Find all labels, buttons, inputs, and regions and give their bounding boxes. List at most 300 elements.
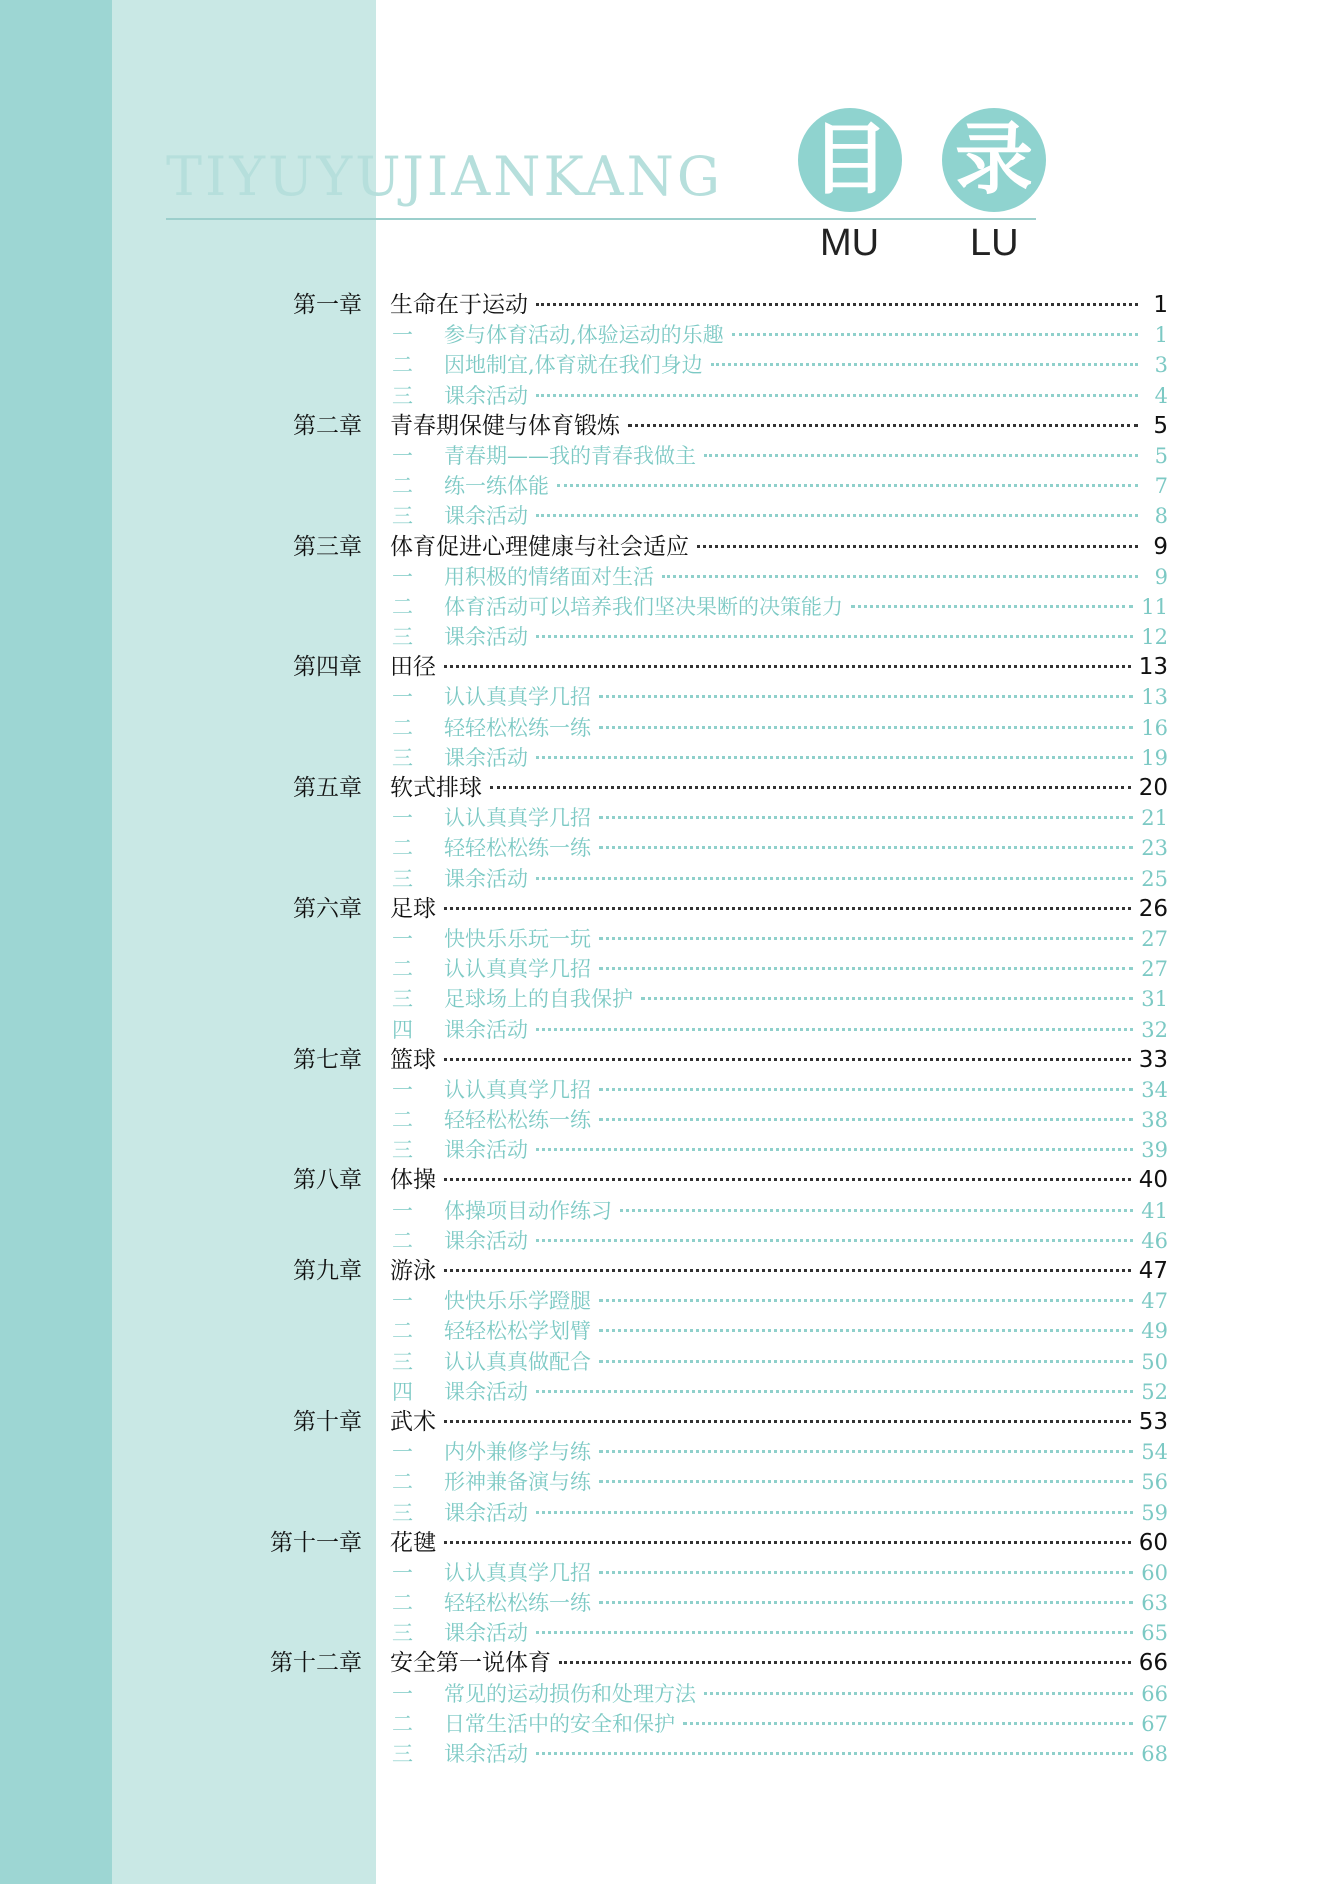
toc-entry	[392, 320, 1168, 350]
section-title: 足球场上的自我保护	[444, 987, 633, 1012]
toc-entry	[392, 1679, 1168, 1709]
toc-entry	[390, 1528, 1168, 1558]
dot-leader	[599, 1360, 1133, 1363]
page-number: 53	[1138, 1408, 1168, 1435]
toc-entry	[392, 954, 1168, 984]
toc-entry	[392, 924, 1168, 954]
toc-entry	[392, 562, 1168, 592]
toc-section-row[interactable]	[0, 803, 1332, 833]
section-title: 轻轻松松练一练	[444, 1108, 591, 1133]
section-title: 课余活动	[444, 1379, 528, 1404]
section-number: 三	[392, 866, 413, 891]
section-title: 课余活动	[444, 1500, 528, 1525]
toc-entry	[392, 864, 1168, 894]
toc-entry	[390, 1165, 1168, 1195]
page-number: 33	[1138, 1046, 1168, 1073]
toc-section-row[interactable]	[0, 320, 1332, 350]
toc-entry	[392, 592, 1168, 622]
toc-entry	[392, 833, 1168, 863]
toc-chapter-row[interactable]	[0, 652, 1332, 682]
dot-leader	[704, 1692, 1133, 1695]
page-number: 60	[1141, 1560, 1168, 1585]
dot-leader	[536, 1239, 1133, 1242]
section-title: 轻轻松松练一练	[444, 715, 591, 740]
toc-entry	[392, 1286, 1168, 1316]
section-title: 课余活动	[444, 1621, 528, 1646]
dot-leader	[536, 756, 1133, 759]
dot-leader	[536, 1631, 1133, 1634]
toc-entry	[392, 441, 1168, 471]
title-circle-lu: 录	[942, 108, 1046, 212]
dot-leader	[599, 1329, 1133, 1332]
page-number: 66	[1141, 1681, 1168, 1706]
toc-entry	[392, 1196, 1168, 1226]
section-number: 二	[392, 1319, 413, 1344]
section-number: 二	[392, 474, 413, 499]
table-of-contents	[0, 290, 1332, 1769]
dot-leader	[599, 816, 1133, 819]
toc-section-row[interactable]	[0, 1618, 1332, 1648]
title-circle-mu: 目	[798, 108, 902, 212]
toc-section-row[interactable]	[0, 381, 1332, 411]
chapter-title: 安全第一说体育	[390, 1650, 551, 1677]
section-title: 课余活动	[444, 1017, 528, 1042]
toc-section-row[interactable]	[0, 350, 1332, 380]
section-number: 一	[392, 1681, 413, 1706]
chapter-title: 篮球	[390, 1046, 436, 1073]
page-number: 25	[1141, 866, 1168, 891]
page-number: 63	[1141, 1591, 1168, 1616]
toc-entry	[392, 1105, 1168, 1135]
page-number: 54	[1141, 1440, 1168, 1465]
section-title: 常见的运动损伤和处理方法	[444, 1681, 696, 1706]
toc-chapter-row[interactable]	[0, 1648, 1332, 1678]
page-number: 31	[1141, 987, 1168, 1012]
dot-leader	[444, 1269, 1131, 1272]
page-number: 16	[1141, 715, 1168, 740]
toc-entry	[390, 1256, 1168, 1286]
toc-entry	[392, 622, 1168, 652]
section-title: 体操项目动作练习	[444, 1198, 612, 1223]
toc-entry	[390, 1648, 1168, 1678]
page-number: 21	[1141, 806, 1168, 831]
section-number: 二	[392, 594, 413, 619]
page-number: 8	[1154, 504, 1168, 529]
dot-leader	[536, 303, 1138, 306]
toc-section-row[interactable]	[0, 1226, 1332, 1256]
toc-section-row[interactable]	[0, 501, 1332, 531]
dot-leader	[536, 1028, 1133, 1031]
toc-entry	[392, 1588, 1168, 1618]
dot-leader	[444, 907, 1131, 910]
dot-leader	[536, 514, 1138, 517]
chapter-title: 软式排球	[390, 775, 482, 801]
page-number: 27	[1141, 957, 1168, 982]
toc-chapter-row[interactable]	[0, 411, 1332, 441]
toc-section-row[interactable]	[0, 713, 1332, 743]
section-title: 轻轻松松学划臂	[444, 1319, 591, 1344]
page-number: 9	[1154, 564, 1168, 589]
section-title: 形神兼备演与练	[444, 1470, 591, 1495]
page-number: 67	[1141, 1711, 1168, 1736]
section-title: 青春期——我的青春我做主	[444, 443, 696, 468]
section-number: 三	[392, 1138, 413, 1163]
chapter-title: 体育促进心理健康与社会适应	[390, 533, 689, 560]
toc-chapter-row[interactable]	[0, 1165, 1332, 1195]
toc-entry	[392, 743, 1168, 773]
section-title: 认认真真学几招	[444, 1560, 591, 1585]
page-number: 11	[1141, 594, 1168, 619]
toc-section-row[interactable]	[0, 1709, 1332, 1739]
dot-leader	[683, 1722, 1133, 1725]
section-title: 课余活动	[444, 1228, 528, 1253]
section-number: 二	[392, 1591, 413, 1616]
section-number: 一	[392, 443, 413, 468]
chapter-label: 第九章	[293, 1258, 362, 1284]
page-number: 12	[1141, 625, 1168, 650]
dot-leader	[628, 424, 1138, 427]
toc-section-row[interactable]	[0, 864, 1332, 894]
toc-section-row[interactable]	[0, 1498, 1332, 1528]
toc-entry	[392, 713, 1168, 743]
section-number: 一	[392, 323, 413, 348]
dot-leader	[641, 997, 1133, 1000]
section-number: 二	[392, 353, 413, 378]
toc-section-row[interactable]	[0, 1316, 1332, 1346]
chapter-title: 足球	[390, 895, 436, 922]
dot-leader	[711, 363, 1138, 366]
toc-entry	[390, 1045, 1168, 1075]
brand-text: TIYUYUJIANKANG	[166, 145, 723, 208]
toc-section-row[interactable]	[0, 1135, 1332, 1165]
section-title: 体育活动可以培养我们坚决果断的决策能力	[444, 594, 843, 619]
toc-section-row[interactable]	[0, 1558, 1332, 1588]
toc-chapter-row[interactable]	[0, 1407, 1332, 1437]
page-number: 68	[1141, 1742, 1168, 1766]
toc-chapter-row[interactable]	[0, 1256, 1332, 1286]
section-number: 三	[392, 625, 413, 650]
chapter-title: 花毽	[390, 1529, 436, 1556]
toc-entry	[392, 501, 1168, 531]
pinyin-mu: MU	[820, 222, 880, 264]
section-number: 二	[392, 1108, 413, 1133]
toc-section-row[interactable]	[0, 1075, 1332, 1105]
page-number: 38	[1141, 1108, 1168, 1133]
section-number: 三	[392, 1349, 413, 1374]
toc-entry	[392, 1347, 1168, 1377]
toc-section-row[interactable]	[0, 1347, 1332, 1377]
chapter-label: 第六章	[293, 895, 362, 922]
dot-leader	[599, 937, 1133, 940]
section-number: 四	[392, 1379, 413, 1404]
page-number: 19	[1141, 745, 1168, 770]
toc-section-row[interactable]	[0, 1015, 1332, 1045]
section-title: 因地制宜,体育就在我们身边	[444, 353, 703, 378]
toc-chapter-row[interactable]	[0, 1528, 1332, 1558]
dot-leader	[599, 1480, 1133, 1483]
toc-section-row[interactable]	[0, 1196, 1332, 1226]
dot-leader	[599, 1601, 1133, 1604]
page-number: 26	[1138, 895, 1168, 922]
page-number: 59	[1141, 1500, 1168, 1525]
page-number: 49	[1141, 1319, 1168, 1344]
toc-section-row[interactable]	[0, 954, 1332, 984]
dot-leader	[536, 877, 1133, 880]
section-title: 课余活动	[444, 866, 528, 891]
chapter-title: 游泳	[390, 1258, 436, 1284]
toc-section-row[interactable]	[0, 682, 1332, 712]
toc-chapter-row[interactable]	[0, 1045, 1332, 1075]
page-number: 52	[1141, 1379, 1168, 1404]
page-number: 50	[1141, 1349, 1168, 1374]
page-number: 5	[1154, 443, 1168, 468]
section-title: 练一练体能	[444, 474, 549, 499]
section-title: 课余活动	[444, 745, 528, 770]
section-number: 二	[392, 957, 413, 982]
toc-section-row[interactable]	[0, 1467, 1332, 1497]
chapter-title: 体操	[390, 1167, 436, 1194]
toc-entry	[390, 411, 1168, 441]
toc-section-row[interactable]	[0, 1437, 1332, 1467]
toc-chapter-row[interactable]	[0, 894, 1332, 924]
section-title: 课余活动	[444, 1742, 528, 1766]
chapter-title: 田径	[390, 654, 436, 681]
toc-entry	[392, 350, 1168, 380]
chapter-title: 武术	[390, 1408, 436, 1435]
page-number: 66	[1138, 1650, 1168, 1677]
dot-leader	[599, 1118, 1133, 1121]
dot-leader	[444, 1420, 1131, 1423]
toc-entry	[392, 471, 1168, 501]
toc-entry	[392, 1467, 1168, 1497]
toc-entry	[392, 803, 1168, 833]
section-number: 一	[392, 926, 413, 951]
section-title: 课余活动	[444, 383, 528, 408]
page-number: 20	[1138, 775, 1168, 801]
chapter-label: 第二章	[293, 412, 362, 439]
dot-leader	[444, 1178, 1131, 1181]
dot-leader	[599, 967, 1133, 970]
dot-leader	[444, 1058, 1131, 1061]
section-title: 内外兼修学与练	[444, 1440, 591, 1465]
chapter-label: 第十章	[293, 1408, 362, 1435]
toc-section-row[interactable]	[0, 562, 1332, 592]
toc-section-row[interactable]	[0, 833, 1332, 863]
chapter-label: 第四章	[293, 654, 362, 681]
page-number: 60	[1138, 1529, 1168, 1556]
chapter-label: 第十二章	[270, 1650, 362, 1677]
section-title: 快快乐乐玩一玩	[444, 926, 591, 951]
toc-chapter-row[interactable]	[0, 290, 1332, 320]
toc-section-row[interactable]	[0, 471, 1332, 501]
section-number: 二	[392, 1470, 413, 1495]
chapter-title: 青春期保健与体育锻炼	[390, 412, 620, 439]
page-number: 34	[1141, 1077, 1168, 1102]
toc-section-row[interactable]	[0, 1588, 1332, 1618]
toc-entry	[390, 894, 1168, 924]
toc-entry	[392, 1226, 1168, 1256]
toc-entry	[392, 1498, 1168, 1528]
toc-section-row[interactable]	[0, 1105, 1332, 1135]
section-number: 一	[392, 1289, 413, 1314]
dot-leader	[599, 695, 1133, 698]
section-number: 三	[392, 1621, 413, 1646]
dot-leader	[851, 605, 1133, 608]
chapter-label: 第五章	[293, 775, 362, 801]
page-number: 47	[1141, 1289, 1168, 1314]
dot-leader	[444, 665, 1131, 668]
section-number: 一	[392, 564, 413, 589]
section-number: 一	[392, 1560, 413, 1585]
toc-section-row[interactable]	[0, 1286, 1332, 1316]
section-title: 日常生活中的安全和保护	[444, 1711, 675, 1736]
chapter-label: 第三章	[293, 533, 362, 560]
page-number: 56	[1141, 1470, 1168, 1495]
section-number: 四	[392, 1017, 413, 1042]
section-title: 认认真真学几招	[444, 806, 591, 831]
section-title: 认认真真学几招	[444, 685, 591, 710]
dot-leader	[559, 1661, 1131, 1664]
toc-section-row[interactable]	[0, 622, 1332, 652]
dot-leader	[557, 484, 1138, 487]
page-number: 32	[1141, 1017, 1168, 1042]
toc-entry	[392, 381, 1168, 411]
page-number: 40	[1138, 1167, 1168, 1194]
dot-leader	[536, 394, 1138, 397]
page-number: 9	[1153, 533, 1168, 560]
toc-section-row[interactable]	[0, 592, 1332, 622]
dot-leader	[599, 1450, 1133, 1453]
chapter-title: 生命在于运动	[390, 292, 528, 318]
dot-leader	[620, 1209, 1133, 1212]
section-title: 参与体育活动,体验运动的乐趣	[444, 323, 724, 348]
toc-section-row[interactable]	[0, 1739, 1332, 1769]
section-number: 三	[392, 1500, 413, 1525]
page-number: 23	[1141, 836, 1168, 861]
section-number: 一	[392, 1198, 413, 1223]
page-number: 27	[1141, 926, 1168, 951]
toc-entry	[392, 1558, 1168, 1588]
toc-entry	[390, 652, 1168, 682]
dot-leader	[536, 1390, 1133, 1393]
pinyin-lu: LU	[970, 222, 1019, 264]
toc-entry	[392, 1618, 1168, 1648]
toc-section-row[interactable]	[0, 743, 1332, 773]
section-number: 二	[392, 1711, 413, 1736]
section-number: 三	[392, 987, 413, 1012]
section-number: 一	[392, 806, 413, 831]
toc-entry	[392, 1709, 1168, 1739]
toc-entry	[390, 290, 1168, 320]
section-number: 二	[392, 1228, 413, 1253]
section-number: 一	[392, 1077, 413, 1102]
page-number: 39	[1141, 1138, 1168, 1163]
page-number: 65	[1141, 1621, 1168, 1646]
page-number: 7	[1154, 474, 1168, 499]
toc-entry	[390, 532, 1168, 562]
section-number: 二	[392, 715, 413, 740]
section-number: 三	[392, 745, 413, 770]
section-number: 一	[392, 685, 413, 710]
toc-section-row[interactable]	[0, 1679, 1332, 1709]
toc-entry	[390, 1407, 1168, 1437]
toc-section-row[interactable]	[0, 1377, 1332, 1407]
chapter-label: 第一章	[293, 292, 362, 318]
toc-section-row[interactable]	[0, 984, 1332, 1014]
page-number: 3	[1154, 353, 1168, 378]
toc-entry	[392, 1437, 1168, 1467]
dot-leader	[599, 1571, 1133, 1574]
toc-entry	[392, 1075, 1168, 1105]
dot-leader	[662, 575, 1138, 578]
toc-entry	[392, 984, 1168, 1014]
dot-leader	[490, 786, 1131, 789]
toc-section-row[interactable]	[0, 924, 1332, 954]
header-rule	[166, 218, 1036, 220]
toc-chapter-row[interactable]	[0, 532, 1332, 562]
page-number: 46	[1141, 1228, 1168, 1253]
section-number: 三	[392, 1742, 413, 1766]
toc-chapter-row[interactable]	[0, 773, 1332, 803]
dot-leader	[536, 1752, 1133, 1755]
section-title: 课余活动	[444, 1138, 528, 1163]
section-title: 快快乐乐学蹬腿	[444, 1289, 591, 1314]
chapter-label: 第十一章	[270, 1529, 362, 1556]
chapter-label: 第八章	[293, 1167, 362, 1194]
section-number: 一	[392, 1440, 413, 1465]
toc-entry	[392, 1739, 1168, 1769]
dot-leader	[599, 1299, 1133, 1302]
section-title: 认认真真学几招	[444, 957, 591, 982]
page-number: 4	[1154, 383, 1168, 408]
page-number: 41	[1141, 1198, 1168, 1223]
section-title: 用积极的情绪面对生活	[444, 564, 654, 589]
page-number: 1	[1153, 292, 1168, 318]
dot-leader	[536, 1148, 1133, 1151]
page-number: 13	[1138, 654, 1168, 681]
dot-leader	[732, 333, 1138, 336]
section-number: 三	[392, 504, 413, 529]
section-title: 认认真真学几招	[444, 1077, 591, 1102]
page-number: 5	[1153, 412, 1168, 439]
section-title: 轻轻松松练一练	[444, 1591, 591, 1616]
section-title: 轻轻松松练一练	[444, 836, 591, 861]
toc-entry	[392, 1015, 1168, 1045]
toc-entry	[390, 773, 1168, 803]
toc-entry	[392, 1135, 1168, 1165]
dot-leader	[704, 454, 1138, 457]
dot-leader	[444, 1541, 1131, 1544]
section-title: 课余活动	[444, 625, 528, 650]
dot-leader	[697, 545, 1138, 548]
section-number: 二	[392, 836, 413, 861]
toc-entry	[392, 682, 1168, 712]
toc-entry	[392, 1377, 1168, 1407]
dot-leader	[536, 1511, 1133, 1514]
page-number: 13	[1141, 685, 1168, 710]
section-number: 三	[392, 383, 413, 408]
dot-leader	[599, 846, 1133, 849]
page-number: 47	[1138, 1258, 1168, 1284]
dot-leader	[599, 1088, 1133, 1091]
dot-leader	[536, 635, 1133, 638]
toc-section-row[interactable]	[0, 441, 1332, 471]
section-title: 课余活动	[444, 504, 528, 529]
section-title: 认认真真做配合	[444, 1349, 591, 1374]
chapter-label: 第七章	[293, 1046, 362, 1073]
page-number: 1	[1154, 323, 1168, 348]
dot-leader	[599, 726, 1133, 729]
